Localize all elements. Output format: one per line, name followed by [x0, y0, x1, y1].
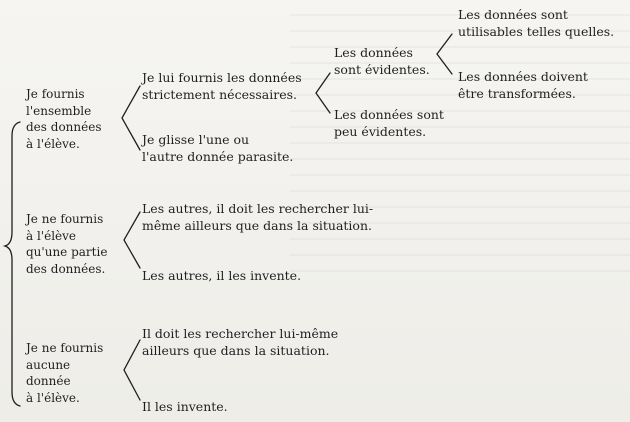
node-text-line: l'autre donnée parasite.	[142, 149, 294, 164]
node-text-line: Je ne fournis	[26, 212, 104, 226]
strict-brace	[316, 73, 330, 113]
node-text-line: être transformées.	[458, 86, 576, 101]
node-text-line: Je lui fournis les données	[142, 70, 302, 85]
node-text-line: Les autres, il doit les rechercher lui-	[142, 201, 374, 216]
node-text-line: ailleurs que dans la situation.	[142, 343, 330, 358]
node-text-line: Les données	[334, 45, 413, 60]
none-brace	[124, 340, 140, 400]
node-text-line: peu évidentes.	[334, 124, 427, 139]
node-text-line: Les données sont	[458, 7, 568, 22]
node-evident	[334, 44, 430, 78]
node-text-line: Les autres, il les invente.	[142, 268, 302, 283]
node-text-line: sont évidentes.	[334, 62, 430, 77]
node-provide-all	[26, 86, 101, 152]
node-text-line: même ailleurs que dans la situation.	[142, 218, 372, 233]
node-text-line: l'ensemble	[26, 103, 92, 118]
evident-brace	[437, 34, 452, 74]
node-text-line: Il les invente.	[142, 399, 228, 414]
node-text-line: Les données sont	[334, 107, 444, 122]
node-not-evident	[334, 106, 444, 140]
node-text-line: Les données doivent	[458, 69, 588, 84]
node-text-line: aucune	[26, 357, 71, 372]
node-part-invent	[142, 267, 301, 284]
node-text-line: qu'une partie	[26, 245, 108, 259]
node-text-line: des données	[26, 120, 102, 134]
node-none-search	[142, 325, 338, 359]
node-text-line: Je fournis	[26, 87, 85, 101]
node-strict-data	[142, 69, 302, 103]
node-text-line: donnée	[26, 374, 71, 388]
node-text-line: à l'élève.	[26, 136, 80, 151]
node-usable-as-is	[458, 6, 614, 40]
node-text-line: des données.	[26, 261, 106, 276]
node-must-transform	[458, 68, 588, 102]
node-text-line: strictement nécessaires.	[142, 87, 298, 102]
all-brace	[122, 86, 140, 150]
node-provide-none	[26, 340, 103, 406]
part-brace	[124, 212, 140, 268]
node-text-line: utilisables telles quelles.	[458, 24, 615, 39]
node-text-line: Je glisse l'une ou	[142, 132, 250, 147]
node-part-search	[142, 200, 373, 234]
node-text-line: Je ne fournis	[26, 341, 104, 355]
node-provide-part	[26, 211, 107, 277]
node-none-invent	[142, 398, 228, 415]
node-text-line: à l'élève.	[26, 390, 80, 405]
node-text-line: Il doit les rechercher lui-même	[142, 326, 339, 341]
node-text-line: à l'élève	[26, 228, 77, 243]
root-brace	[5, 122, 20, 406]
node-parasite-data	[142, 131, 293, 165]
